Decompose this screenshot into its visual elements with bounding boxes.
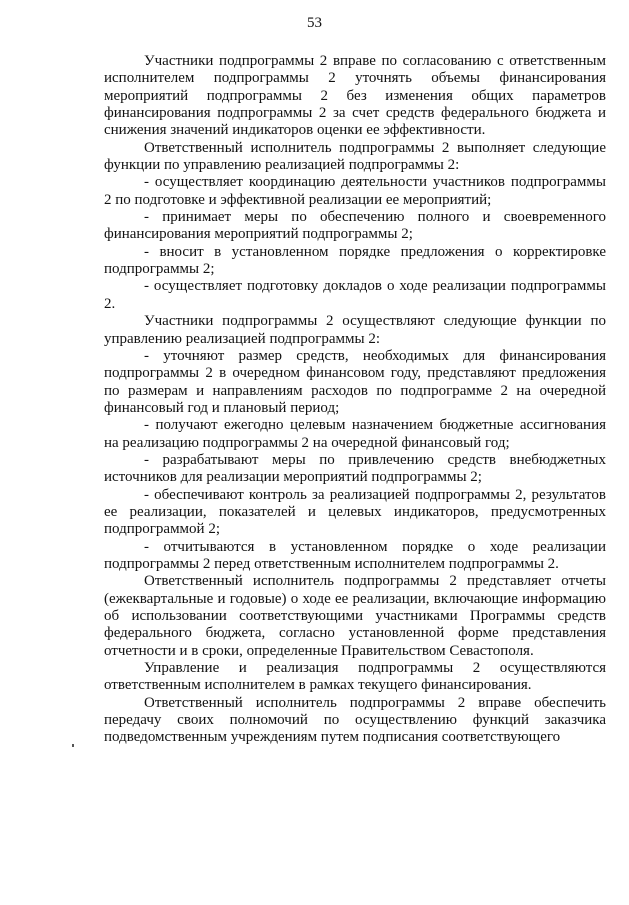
list-item: - принимает меры по обеспечению полного и своевременного финансирования мероприятий подпрограммы 2; xyxy=(104,209,606,243)
list-item: - уточняют размер средств, необходимых для финансирования подпрограммы 2 в очередном финансовом году, представляют предложения по размерам и направлениям расходов по подпрограмме 2 на очередной финансовый год и плановый период; xyxy=(104,347,606,416)
list-item: - вносит в установленном порядке предложения о корректировке подпрограммы 2; xyxy=(104,243,606,278)
list-item: - осуществляет подготовку докладов о ходе реализации подпрограммы 2. xyxy=(104,278,606,312)
paragraph: Участники подпрограммы 2 вправе по согласованию с ответственным исполнителем подпрограммы 2 уточнять объемы финансирования мероприятий подпрограммы 2 без изменения общих параметров финансирования подпрограммы 2 за счет средств федерального бюджета и снижения значений индикаторов оценки ее эффективности. xyxy=(104,53,606,139)
list-item: - обеспечивают контроль за реализацией подпрограммы 2, результатов ее реализации, показателей и целевых индикаторов, предусмотренных подпрограммой 2; xyxy=(104,486,606,538)
list-item: - осуществляет координацию деятельности участников подпрограммы 2 по подготовке и эффективной реализации ее мероприятий; xyxy=(104,174,606,208)
paragraph: Ответственный исполнитель подпрограммы 2 вправе обеспечить передачу своих полномочий по осуществлению функций заказчика подведомственным учреждениям путем подписания соответствующего xyxy=(104,694,606,746)
list-item: - разрабатывают меры по привлечению средств внебюджетных источников для реализации мероприятий подпрограммы 2; xyxy=(104,451,606,486)
document-body xyxy=(104,53,606,747)
list-item: - получают ежегодно целевым назначением бюджетные ассигнования на реализацию подпрограммы 2 на очередной финансовый год; xyxy=(104,417,606,451)
paragraph: Участники подпрограммы 2 осуществляют следующие функции по управлению реализацией подпрограммы 2: xyxy=(104,313,606,347)
list-item: - отчитываются в установленном порядке о ходе реализации подпрограммы 2 перед ответственным исполнителем подпрограммы 2. xyxy=(104,538,606,572)
paragraph: Управление и реализация подпрограммы 2 осуществляются ответственным исполнителем в рамках текущего финансирования. xyxy=(104,660,606,694)
scan-artifact xyxy=(72,744,74,747)
paragraph: Ответственный исполнитель подпрограммы 2 выполняет следующие функции по управлению реализацией подпрограммы 2: xyxy=(104,139,606,174)
page-number: 53 xyxy=(307,15,322,31)
paragraph: Ответственный исполнитель подпрограммы 2 представляет отчеты (ежеквартальные и годовые) о ходе ее реализации, включающие информацию об использовании соответствующими участниками Программы средств федерального бюджета, согласно установленной форме представления отчетности и в сроки, определенные Правительством Севастополя. xyxy=(104,573,606,659)
